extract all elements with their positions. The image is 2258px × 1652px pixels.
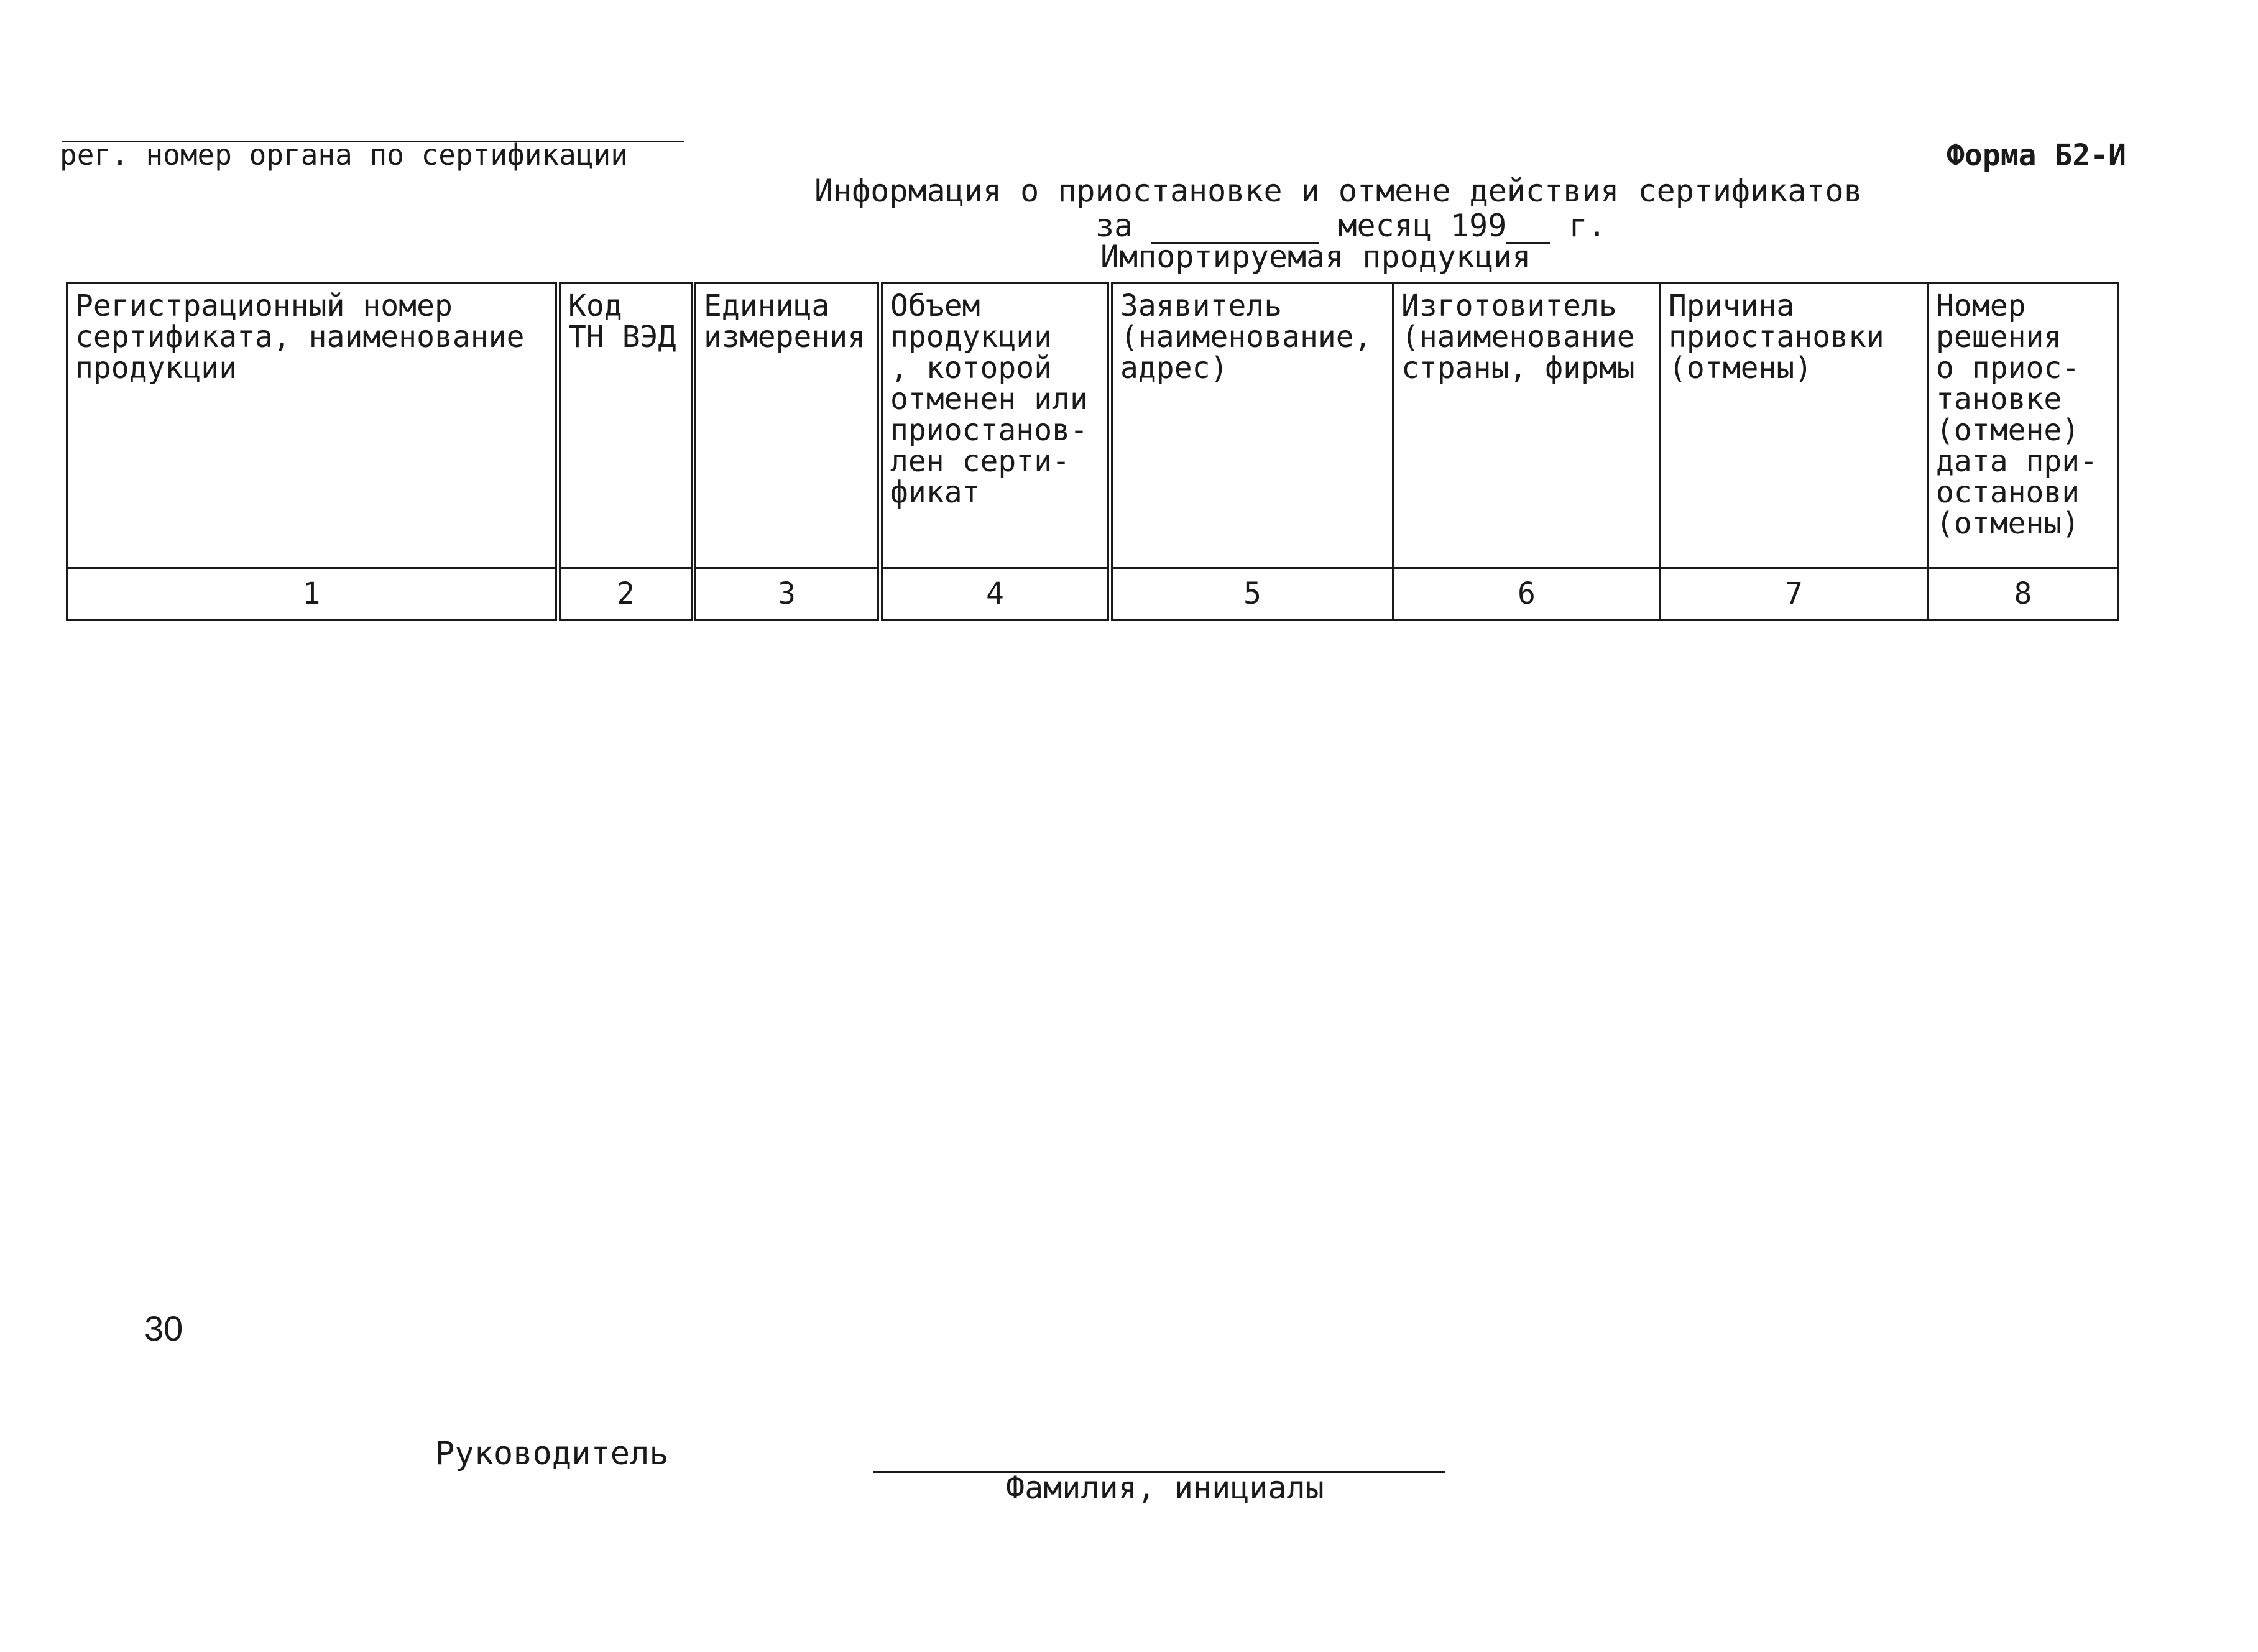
header-cell-tn-ved: Код ТН ВЭД [558,284,694,568]
period-suffix: г. [1569,208,1606,244]
header-cell-manufacturer: Изготовитель (наименование страны, фирмы [1393,284,1661,568]
form-id: Форма Б2-И [1947,138,2126,173]
column-number: 6 [1393,568,1661,620]
column-number: 5 [1110,568,1393,620]
header-cell-volume: Объем продукции , которой отменен или приостанов- лен серти- фикат [880,284,1110,568]
header-cell-decision: Номер решения о приос- тановке (отмене) дата при- останови (отмены) [1928,284,2119,568]
form-table [66,282,2119,621]
column-number: 7 [1661,568,1928,620]
header-cell-reason: Причина приостановки (отмены) [1661,284,1928,568]
column-number: 3 [694,568,880,620]
document-subtitle: Импортируемая продукция [1100,239,1531,275]
reg-number-label: рег. номер органа по сертификации [60,138,628,172]
column-number: 8 [1928,568,2119,620]
period-prefix: за [1095,208,1133,244]
header-cell-unit: Единица измерения [694,284,880,568]
column-number: 1 [67,568,558,620]
period-month: месяц 199 [1338,208,1507,244]
column-number: 2 [558,568,694,620]
header-cell-reg-number: Регистрационный номер сертификата, наименование продукции [67,284,558,568]
page-number: 30 [144,1309,183,1348]
header-cell-applicant: Заявитель (наименование, адрес) [1110,284,1393,568]
header-row [67,284,2119,568]
column-number: 4 [880,568,1110,620]
document-title: Информация о приостановке и отмене действия сертификатов [814,173,1863,209]
signature-label: Руководитель [435,1435,669,1472]
column-number-row [67,568,2119,620]
signature-caption: Фамилия, инициалы [1006,1470,1324,1506]
